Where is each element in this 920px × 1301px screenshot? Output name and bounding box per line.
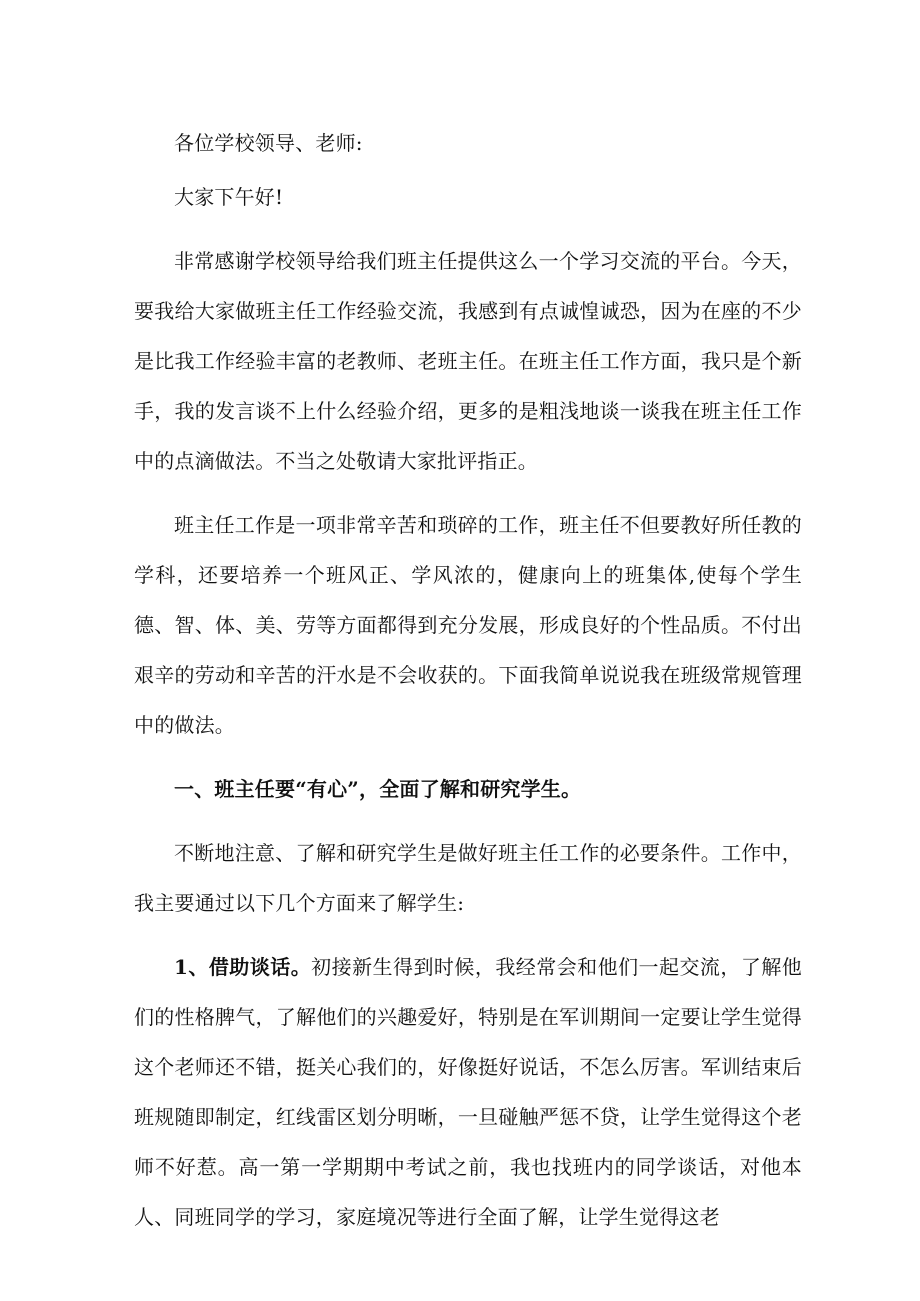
greeting: 大家下午好!	[174, 185, 284, 209]
salutation: 各位学校领导、老师:	[174, 131, 363, 155]
list-item-text: 初接新生得到时候，我经常会和他们一起交流，了解他们的性格脾气，了解他们的兴趣爱好，特别是在军训期间一定要让学生觉得这个老师还不错，挺关心我们的，好像挺好说话，不怎么厉害。军训结束后班规随即制定，红线雷区划分明晰，一旦碰触严惩不贷，让学生觉得这个老师不好惹。高一第一学期期中考试之前，我也找班内的同学谈话，对他本人、同班同学的学习，家庭境况等进行全面了解，让学生觉得这老	[134, 955, 802, 1229]
paragraph-intro: 非常感谢学校领导给我们班主任提供这么一个学习交流的平台。今天，要我给大家做班主任工作经验交流，我感到有点诚惶诚恐，因为在座的不少是比我工作经验丰富的老教师、老班主任。在班主任工作方面，我只是个新手，我的发言谈不上什么经验介绍，更多的是粗浅地谈一谈我在班主任工作中的点滴做法。不当之处敬请大家批评指正。	[134, 249, 802, 473]
paragraph-work-overview: 班主任工作是一项非常辛苦和琐碎的工作，班主任不但要教好所任教的学科，还要培养一个班风正、学风浓的，健康向上的班集体,使每个学生德、智、体、美、劳等方面都得到充分发展，形成良好的个性品质。不付出艰辛的劳动和辛苦的汗水是不会收获的。下面我简单说说我在班级常规管理中的做法。	[134, 513, 802, 737]
section-intro: 不断地注意、了解和研究学生是做好班主任工作的必要条件。工作中，我主要通过以下几个方面来了解学生:	[134, 841, 802, 915]
section-heading: 一、班主任要“有心”，全面了解和研究学生。	[174, 777, 582, 801]
list-item-title: 1、借助谈话。	[174, 955, 312, 979]
list-item-talk	[134, 942, 802, 1242]
document-body	[134, 118, 802, 1242]
